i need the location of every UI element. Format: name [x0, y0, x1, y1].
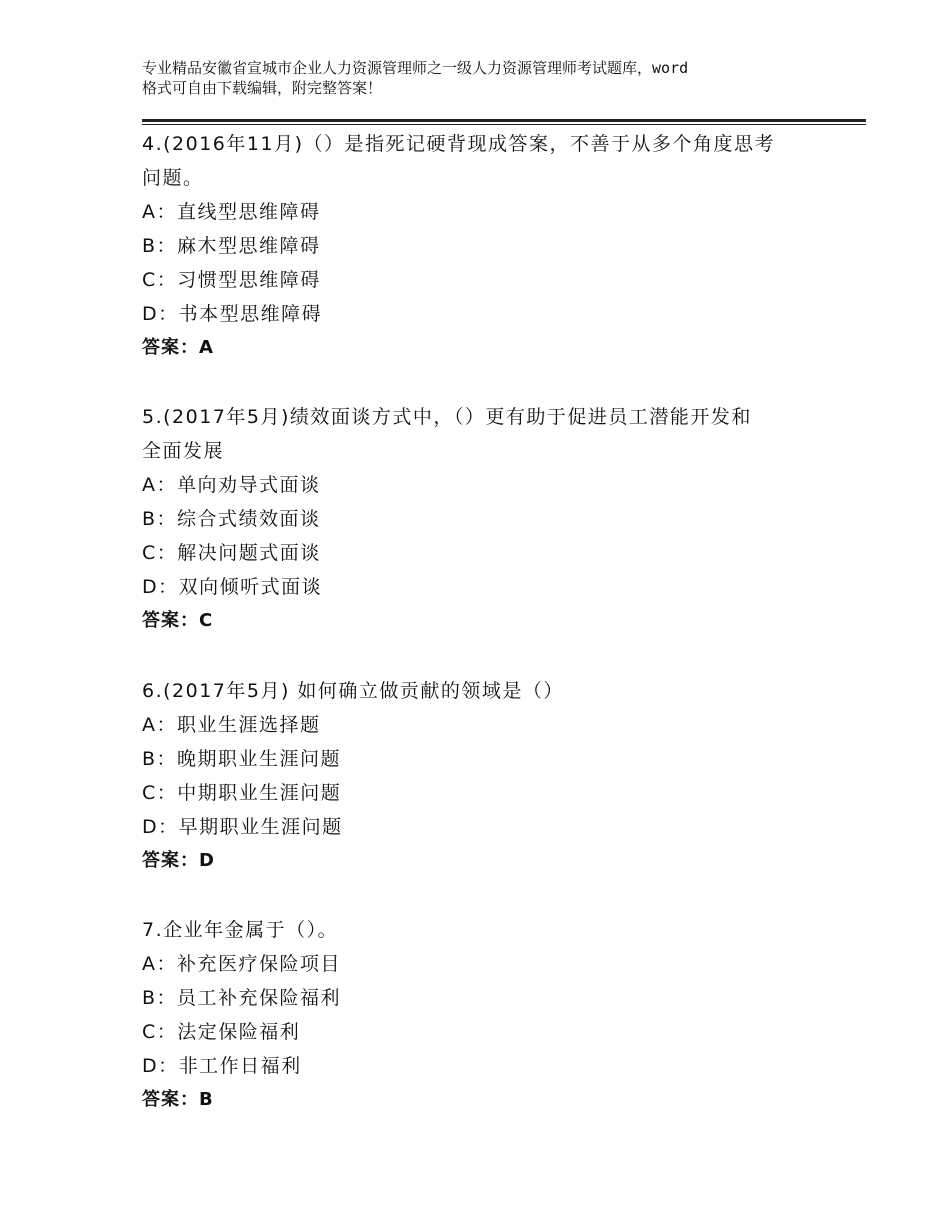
header-divider-thick [142, 119, 866, 122]
option-c: C：习惯型思维障碍 [142, 269, 321, 291]
question-stem-line: 6.(2017年5月) 如何确立做贡献的领域是（） [142, 680, 564, 702]
option-a: A：职业生涯选择题 [142, 714, 321, 736]
question-4 [142, 127, 822, 365]
header-divider-thin [142, 124, 866, 125]
question-5 [142, 400, 822, 638]
question-stem-line: 5.(2017年5月)绩效面谈方式中，（）更有助于促进员工潜能开发和 [142, 406, 752, 428]
option-b: B：综合式绩效面谈 [142, 508, 321, 530]
option-c: C：中期职业生涯问题 [142, 782, 342, 804]
question-stem-line: 4.(2016年11月)（）是指死记硬背现成答案，不善于从多个角度思考 [142, 133, 775, 155]
question-7 [142, 913, 822, 1117]
answer-line: 答案：C [142, 610, 214, 631]
header-title-line-2: 格式可自由下载编辑，附完整答案！ [142, 79, 383, 97]
question-stem-line: 问题。 [142, 167, 204, 189]
option-a: A：直线型思维障碍 [142, 201, 321, 223]
answer-line: 答案：B [142, 1089, 214, 1110]
document-header [142, 58, 832, 98]
question-stem-line: 全面发展 [142, 440, 225, 462]
question-stem-line: 7.企业年金属于（）。 [142, 919, 339, 941]
option-d: D：早期职业生涯问题 [142, 816, 343, 838]
answer-line: 答案：D [142, 850, 215, 871]
option-b: B：员工补充保险福利 [142, 987, 342, 1009]
option-a: A：补充医疗保险项目 [142, 953, 341, 975]
answer-line: 答案：A [142, 337, 214, 358]
question-6 [142, 674, 822, 878]
option-a: A：单向劝导式面谈 [142, 474, 321, 496]
option-b: B：晚期职业生涯问题 [142, 748, 342, 770]
option-c: C：解决问题式面谈 [142, 542, 321, 564]
option-d: D：双向倾听式面谈 [142, 576, 323, 598]
option-d: D：非工作日福利 [142, 1055, 302, 1077]
header-title-line-1: 专业精品安徽省宣城市企业人力资源管理师之一级人力资源管理师考试题库，word [142, 59, 689, 77]
option-c: C：法定保险福利 [142, 1021, 301, 1043]
option-b: B：麻木型思维障碍 [142, 235, 321, 257]
option-d: D：书本型思维障碍 [142, 303, 323, 325]
